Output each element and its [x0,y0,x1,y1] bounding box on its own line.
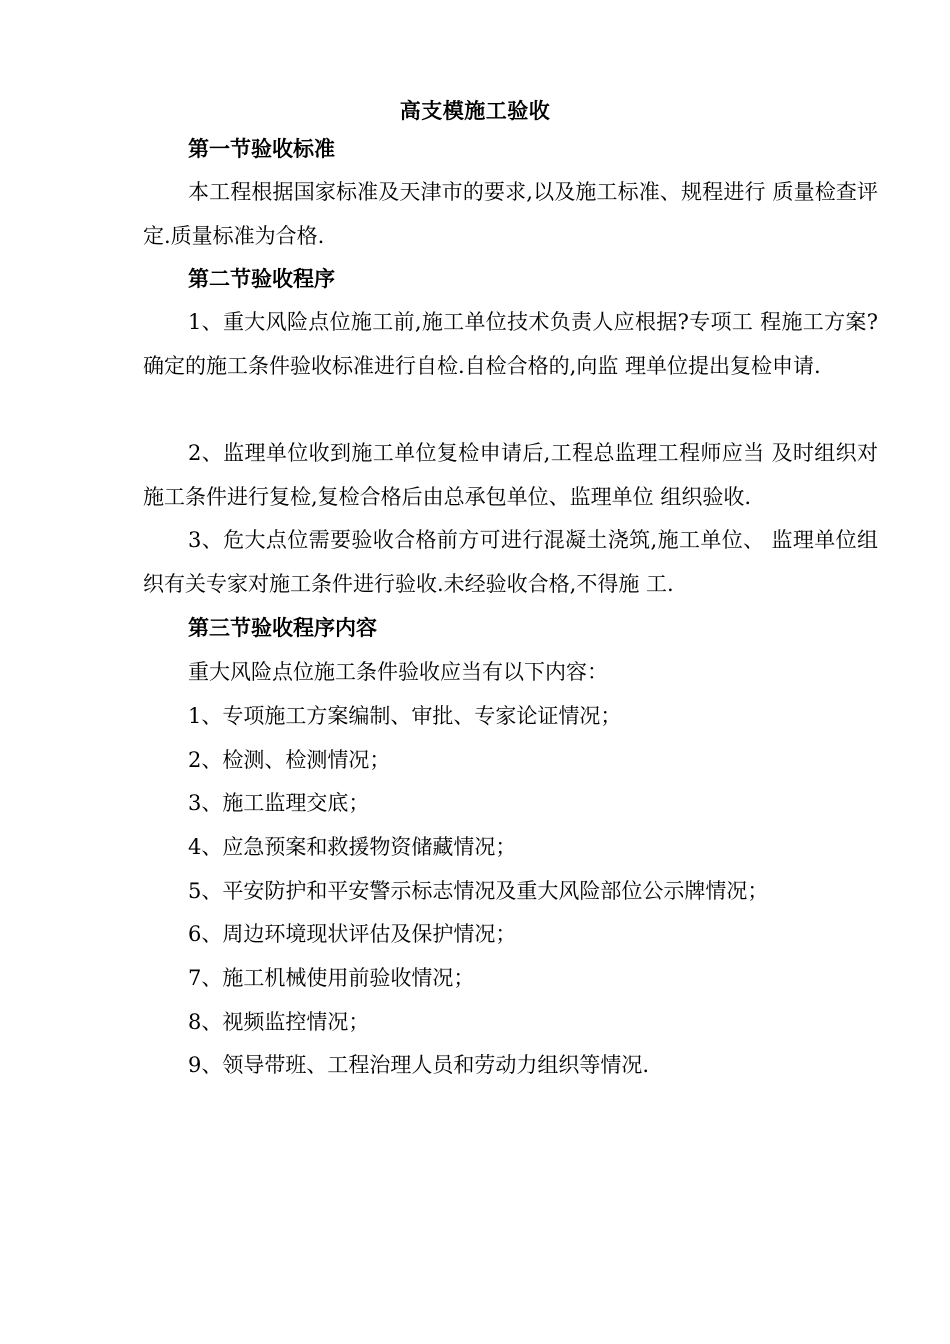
section-2-paragraph-3: 3、危大点位需要验收合格前方可进行混凝土浇筑,施工单位、 监理单位组织有关专家对施工条件进行验收.未经验收合格,不得施 工. [143,528,878,596]
section-1-paragraph-1: 本工程根据国家标准及天津市的要求,以及施工标准、规程进行 质量检查评定.质量标准为合格. [143,180,878,248]
section-3-heading: 第三节验收程序内容 [188,615,377,640]
list-item: 7、施工机械使用前验收情况； [188,966,475,990]
section-2-heading: 第二节验收程序 [188,266,335,291]
section-2-paragraph-2: 2、监理单位收到施工单位复检申请后,工程总监理工程师应当 及时组织对施工条件进行复检,复检合格后由总承包单位、监理单位 组织验收. [143,441,878,509]
list-item: 2、检测、检测情况； [188,748,391,772]
list-item: 9、领导带班、工程治理人员和劳动力组织等情况. [188,1053,650,1077]
section-1-heading: 第一节验收标准 [188,136,335,161]
list-item: 5、平安防护和平安警示标志情况及重大风险部位公示牌情况； [188,879,769,903]
section-3-intro: 重大风险点位施工条件验收应当有以下内容： [188,660,608,684]
list-item: 3、施工监理交底； [188,791,370,815]
section-2-paragraph-1: 1、重大风险点位施工前,施工单位技术负责人应根据?专项工 程施工方案?确定的施工条件验收标准进行自检.自检合格的,向监 理单位提出复检申请. [143,310,878,378]
list-item: 6、周边环境现状评估及保护情况； [188,922,517,946]
list-item: 4、应急预案和救援物资储藏情况； [188,835,517,859]
list-item: 8、视频监控情况； [188,1010,370,1034]
document-title: 高支模施工验收 [399,98,551,123]
list-item: 1、专项施工方案编制、审批、专家论证情况； [188,704,622,728]
